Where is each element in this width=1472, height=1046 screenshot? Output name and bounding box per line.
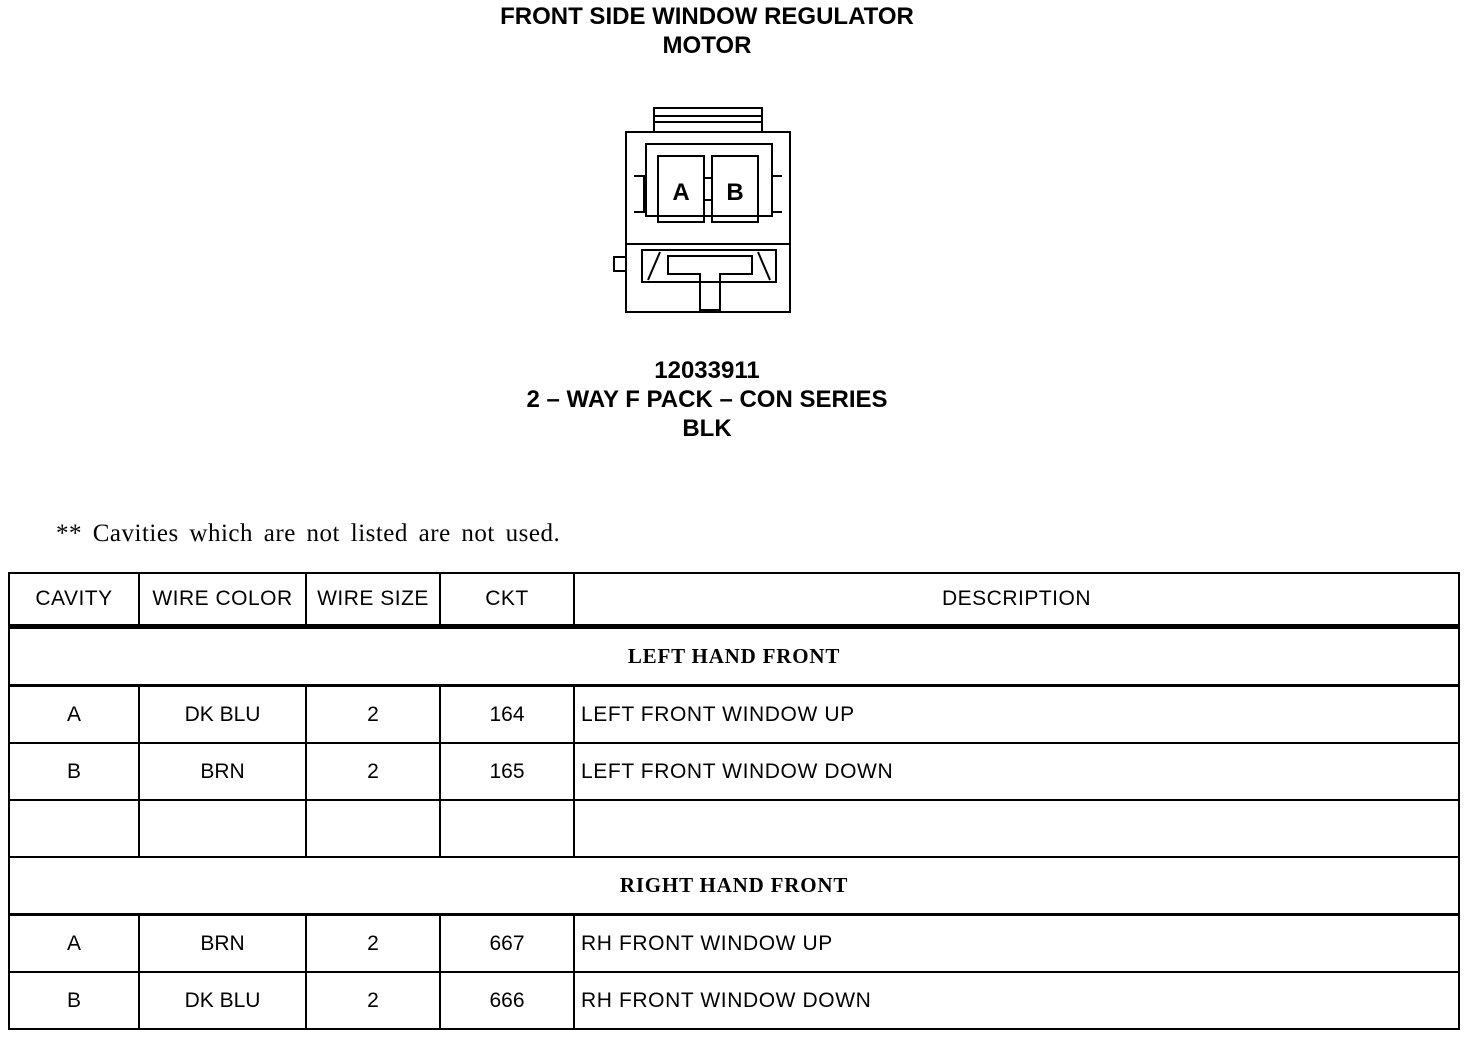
side-rails (634, 176, 782, 212)
cavity-divider (704, 178, 712, 200)
page-title (0, 2, 1414, 60)
section-label-right-hand-front: RIGHT HAND FRONT (9, 857, 1459, 915)
wire-size-cell (306, 800, 440, 857)
cavity-frame (646, 144, 772, 216)
wire-size-cell: 2 (306, 743, 440, 800)
unused-cavities-note: ** Cavities which are not listed are not used. (56, 520, 561, 547)
header-row (9, 573, 1459, 627)
ckt-cell: 667 (440, 915, 574, 973)
wire-size-cell: 2 (306, 686, 440, 744)
cavity-cell: A (9, 915, 139, 973)
column-header-cavity: CAVITY (9, 573, 139, 627)
wire-color-cell: DK BLU (139, 686, 306, 744)
connector-type: 2 – WAY F PACK – CON SERIES (526, 386, 888, 413)
table-row (9, 743, 1459, 800)
column-header-wire-size: WIRE SIZE (306, 573, 440, 627)
description-cell: RH FRONT WINDOW DOWN (574, 972, 1459, 1029)
cavity-cell (9, 800, 139, 857)
title-line-2: MOTOR (662, 32, 752, 59)
section-label-left-hand-front: LEFT HAND FRONT (9, 627, 1459, 686)
section-row (9, 627, 1459, 686)
wire-color-cell (139, 800, 306, 857)
connector-body (626, 132, 790, 312)
table-row (9, 686, 1459, 744)
wire-color-cell: BRN (139, 915, 306, 973)
description-cell: RH FRONT WINDOW UP (574, 915, 1459, 973)
table-row (9, 972, 1459, 1029)
connector-tab (614, 257, 626, 271)
wire-size-cell: 2 (306, 972, 440, 1029)
lock-area (626, 244, 790, 310)
column-header-ckt: CKT (440, 573, 574, 627)
connector-color: BLK (682, 415, 732, 442)
section-row (9, 857, 1459, 915)
connector-diagram (606, 100, 806, 320)
ckt-cell: 666 (440, 972, 574, 1029)
pinout-table (8, 572, 1460, 1030)
wire-size-cell: 2 (306, 915, 440, 973)
description-cell (574, 800, 1459, 857)
ckt-cell: 164 (440, 686, 574, 744)
description-cell: LEFT FRONT WINDOW UP (574, 686, 1459, 744)
wire-color-cell: BRN (139, 743, 306, 800)
cavity-cell: A (9, 686, 139, 744)
cavity-b-label: B (726, 179, 744, 206)
ckt-cell: 165 (440, 743, 574, 800)
cavity-a-label: A (672, 179, 690, 206)
table-row (9, 915, 1459, 973)
column-header-wire-color: WIRE COLOR (139, 573, 306, 627)
description-cell: LEFT FRONT WINDOW DOWN (574, 743, 1459, 800)
cavity-cell: B (9, 972, 139, 1029)
table-row (9, 800, 1459, 857)
connector-latch (654, 108, 762, 132)
cavity-cell: B (9, 743, 139, 800)
title-line-1: FRONT SIDE WINDOW REGULATOR (500, 3, 914, 30)
column-header-description: DESCRIPTION (574, 573, 1459, 627)
connector-info (0, 356, 1414, 443)
ckt-cell (440, 800, 574, 857)
wire-color-cell: DK BLU (139, 972, 306, 1029)
part-number: 12033911 (654, 357, 760, 384)
